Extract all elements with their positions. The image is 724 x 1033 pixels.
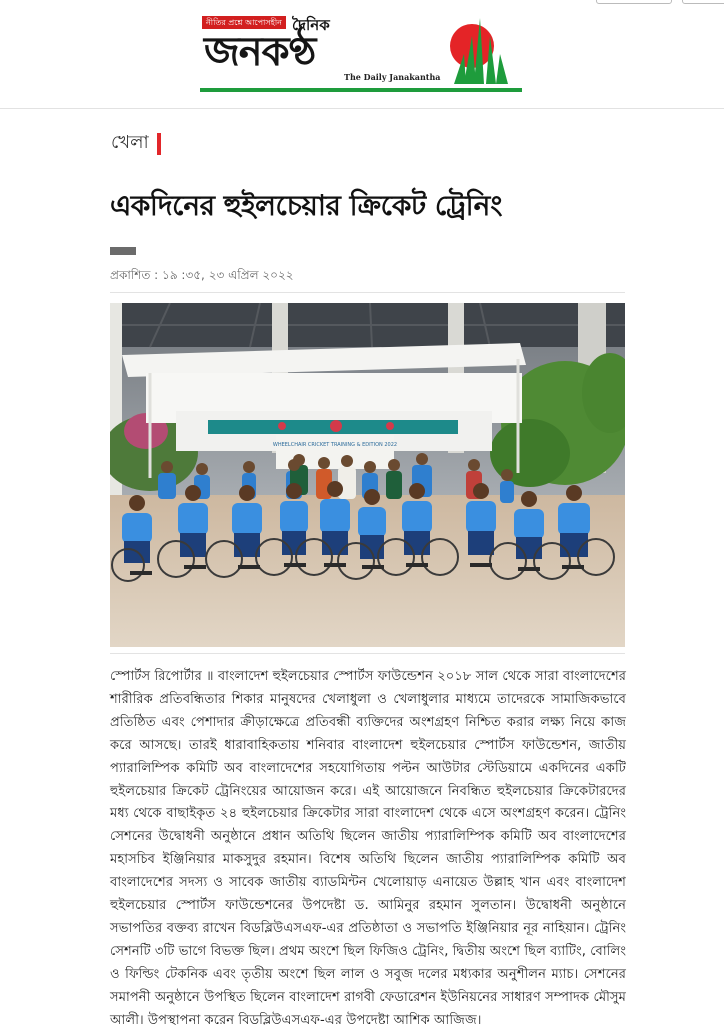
site-logo[interactable] — [196, 10, 530, 96]
logo-underline — [200, 88, 522, 92]
article-paragraph: স্পোর্টস রিপোর্টার ॥ বাংলাদেশ হুইলচেয়ার স্পোর্টস ফাউন্ডেশন ২০১৮ সাল থেকে সারা বাংলাদেশের শারীরিক প্রতিবন্ধিতার শিকার মানুষদের খেলাধুলা ও খেলাধুলার মাধ্যমে তাদেরকে সামাজিকভাবে প্রতিষ্ঠিত এবং পেশাদার ক্রীড়াক্ষেত্রে প্রতিবন্ধী ব্যক্তিদের অংশগ্রহণ নিশ্চিত করার লক্ষ্য নিয়ে কাজ করে আসছে। তারই ধারাবাহিকতায় শনিবার বাংলাদেশ হুইলচেয়ার স্পোর্টস ফাউন্ডেশন, জাতীয় প্যারালিম্পিক কমিটি অব বাংলাদেশের সহযোগিতায় পল্টন আউটার স্টেডিয়ামে একদিনের একটি হুইলচেয়ার ক্রিকেট ট্রেনিংয়ের আয়োজন করে। এই আয়োজনে নিবন্ধিত হুইলচেয়ার ক্রিকেটারদের মধ্য থেকে বাছাইকৃত ২৪ হুইলচেয়ার ক্রিকেটার সারা বাংলাদেশ থেকে এসে অংশগ্রহণ করেন। ট্রেনিং সেশনের উদ্বোধনী অনুষ্ঠানে প্রধান অতিথি ছিলেন জাতীয় প্যারালিম্পিক কমিটি অব বাংলাদেশের মহাসচিব ইঞ্জিনিয়ার মাকসুদুর রহমান। বিশেষ অতিথি ছিলেন জাতীয় প্যারালিম্পিক কমিটি অব বাংলাদেশের সদস্য ও সাবেক জাতীয় ব্যাডমিন্টন খেলোয়াড় এনায়েত উল্লাহ খান এবং বাংলাদেশ হুইলচেয়ার স্পোর্টস ফাউন্ডেশনের উপদেষ্টা ড. আমিনুর রহমান সুলতান। উদ্বোধনী অনুষ্ঠানে সভাপতির বক্তব্য রাখেন বিডব্লিউএসএফ-এর প্রতিষ্ঠাতা ও সভাপতি ইঞ্জিনিয়ার নূর নাহিয়ান। ট্রেনিং সেশনটি ৩টি ভাগে বিভক্ত ছিল। প্রথম অংশে ছিল ফিজিও ট্রেনিং, দ্বিতীয় অংশে ছিল ব্যাটিং, বোলিং ও ফিল্ডিং টেকনিক এবং তৃতীয় অংশে ছিল লাল ও সবুজ দলের মধ্যকার অনুশীলন ম্যাচ। সেশনের সমাপনী অনুষ্ঠানে উপস্থিত ছিলেন বাংলাদেশ রাগবী ফেডারেশন ইউনিয়নের সাধারণ সম্পাদক মৌসুম আলী। উপস্থাপনা করেন বিডব্লিউএসএফ-এর উপদেষ্টা আশিক আজিজ। — [110, 669, 627, 1028]
logo-name: জনকণ্ঠ — [204, 28, 316, 75]
article-title: একদিনের হুইলচেয়ার ক্রিকেট ট্রেনিং — [110, 189, 502, 222]
category-label: খেলা — [111, 132, 149, 153]
photo-banner-text: WHEELCHAIR CRICKET TRAINING & EDITION 2022 — [272, 442, 398, 448]
logo-monument-icon — [196, 10, 530, 96]
publish-date: প্রকাশিত : ১৯ :৩৫, ২৩ এপ্রিল ২০২২ — [110, 268, 294, 282]
article-photo — [110, 303, 625, 647]
article-body — [110, 666, 626, 1033]
logo-english-name: The Daily Janakantha — [344, 72, 441, 82]
category-accent-bar — [157, 133, 161, 155]
site-header — [0, 0, 724, 109]
category-link[interactable] — [111, 128, 161, 159]
divider — [110, 292, 625, 293]
logo-tagline: নীতির প্রশ্নে আপোসহীন — [202, 16, 286, 29]
logo-dainik: দৈনিক — [292, 16, 330, 34]
divider — [110, 653, 625, 654]
share-button-stub[interactable] — [110, 247, 136, 255]
